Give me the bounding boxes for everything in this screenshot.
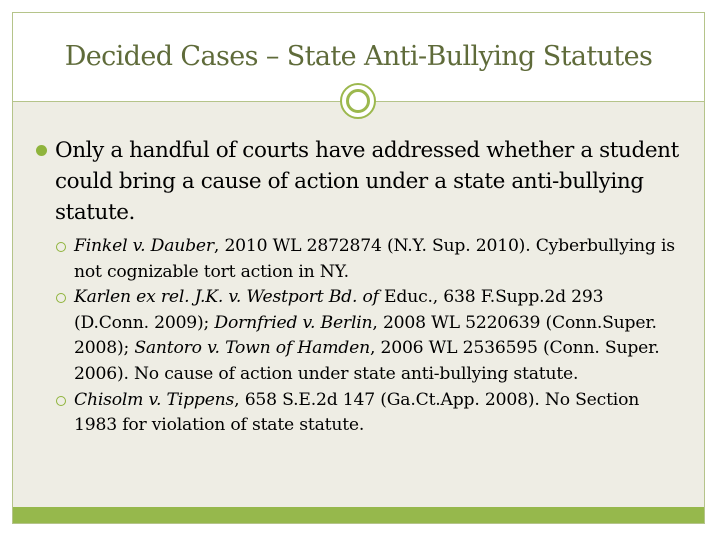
sub-bullet-chisolm <box>55 388 683 439</box>
ring-ornament-icon <box>340 83 376 119</box>
hollow-bullet-icon <box>56 293 66 303</box>
case-name: Chisolm v. Tippens <box>74 389 235 410</box>
case-name: Karlen ex rel. J.K. v. Westport Bd. of <box>74 287 379 308</box>
main-bullet <box>33 135 683 228</box>
sub-bullet-karlen <box>55 285 683 387</box>
slide-frame <box>12 12 705 524</box>
citation-text: Educ., 638 F.Supp.2d 293 (D.Conn. 2009); <box>74 287 604 333</box>
main-bullet-text: Only a handful of courts have addressed whether a student could bring a cause of action under a state anti-bullying statute. <box>55 138 679 225</box>
filled-bullet-icon <box>36 145 47 156</box>
hollow-bullet-icon <box>56 242 66 252</box>
bottom-accent-bar <box>13 507 704 523</box>
hollow-bullet-icon <box>56 396 66 406</box>
slide-content <box>33 135 683 439</box>
citation-text: , 2008 WL 5220639 (Conn.Super. 2008); <box>74 312 657 359</box>
sub-bullet-finkel <box>55 234 683 285</box>
citation-text: , 658 S.E.2d 147 (Ga.Ct.App. 2008). No Section 1983 for violation of state statute. <box>74 389 640 436</box>
citation-text: , 2006 WL 2536595 (Conn. Super. 2006). No cause of action under state anti-bullying statute. <box>74 338 660 384</box>
case-name: Dornfried v. Berlin <box>214 312 373 333</box>
case-name: Finkel v. Dauber <box>74 236 214 256</box>
sub-bullet-list <box>33 234 683 439</box>
case-name: Santoro v. Town of Hamden <box>134 338 370 359</box>
citation-text: , 2010 WL 2872874 (N.Y. Sup. 2010). Cyberbullying is not cognizable tort action in NY. <box>74 236 675 282</box>
slide-title: Decided Cases – State Anti-Bullying Statutes <box>64 41 653 72</box>
